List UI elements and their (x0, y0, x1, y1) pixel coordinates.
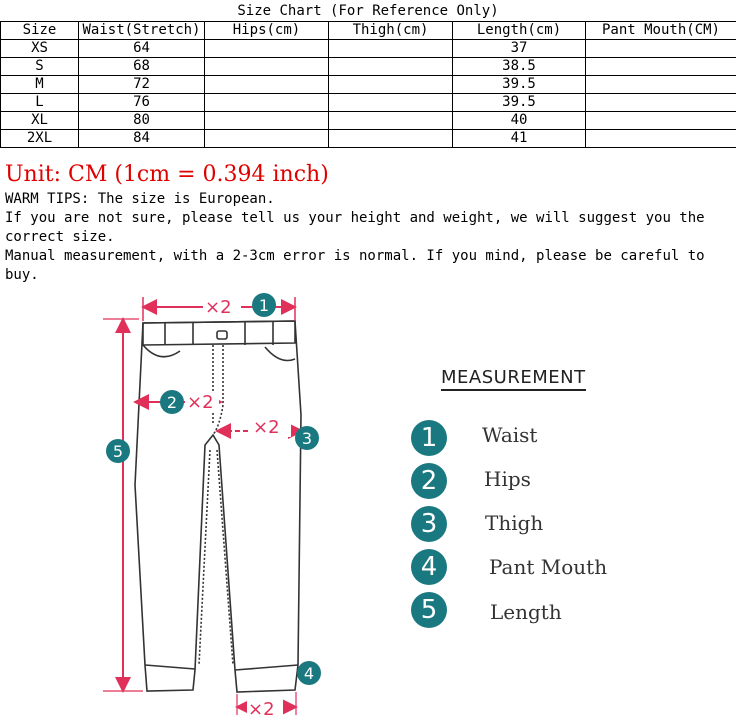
header-hips: Hips(cm) (205, 22, 329, 40)
size-table (0, 21, 736, 148)
cell-pant-mouth (586, 58, 736, 76)
cell-length: 39.5 (453, 94, 586, 112)
cell-size: L (1, 94, 79, 112)
table-row (1, 40, 736, 58)
cell-waist: 72 (79, 76, 205, 94)
badge-4-icon: 4 (303, 664, 315, 683)
cell-thigh (329, 40, 453, 58)
badge-2-icon: 2 (166, 393, 178, 412)
warm-tips-text: WARM TIPS: The size is European. (5, 191, 275, 207)
cell-waist: 80 (79, 112, 205, 130)
header-pant-mouth: Pant Mouth(CM) (586, 22, 736, 40)
cell-thigh (329, 94, 453, 112)
cell-length: 37 (453, 40, 586, 58)
unit-conversion-text: Unit: CM (1cm = 0.394 inch) (5, 162, 329, 187)
chart-title: Size Chart (For Reference Only) (237, 3, 499, 19)
cell-size: 2XL (1, 130, 79, 148)
cell-length: 39.5 (453, 76, 586, 94)
header-waist: Waist(Stretch) (79, 22, 205, 40)
cell-waist: 64 (79, 40, 205, 58)
legend-label-pant-mouth: Pant Mouth (489, 555, 608, 579)
badge-3-icon: 3 (301, 429, 313, 448)
table-row (1, 112, 736, 130)
cell-length: 38.5 (453, 58, 586, 76)
cell-size: S (1, 58, 79, 76)
cell-thigh (329, 58, 453, 76)
badge-1-icon: 1 (258, 296, 270, 315)
legend-badge-2-icon: 2 (411, 463, 447, 499)
cell-size: XL (1, 112, 79, 130)
hips-multiplier: ×2 (187, 392, 214, 413)
legend-badge-3-icon: 3 (411, 506, 447, 542)
cell-pant-mouth (586, 130, 736, 148)
cell-size: M (1, 76, 79, 94)
cell-hips (205, 40, 329, 58)
pant-mouth-multiplier: ×2 (248, 699, 275, 720)
legend-badge-5-icon: 5 (411, 592, 447, 628)
cell-hips (205, 58, 329, 76)
table-row (1, 94, 736, 112)
cell-waist: 68 (79, 58, 205, 76)
cell-pant-mouth (586, 94, 736, 112)
thigh-multiplier: ×2 (253, 417, 280, 438)
cell-thigh (329, 112, 453, 130)
cell-length: 41 (453, 130, 586, 148)
legend-badge-1-icon: 1 (411, 420, 447, 456)
waist-arrow (143, 293, 295, 321)
cell-pant-mouth (586, 76, 736, 94)
cell-thigh (329, 76, 453, 94)
measurement-error-text: Manual measurement, with a 2-3cm error is normal. If you mind, please be careful to buy. (5, 248, 705, 283)
badge-5-icon: 5 (112, 442, 124, 461)
table-row (1, 130, 736, 148)
cell-length: 40 (453, 112, 586, 130)
legend-label-thigh: Thigh (485, 511, 544, 535)
cell-hips (205, 76, 329, 94)
cell-hips (205, 94, 329, 112)
cell-waist: 84 (79, 130, 205, 148)
header-size: Size (1, 22, 79, 40)
cell-thigh (329, 130, 453, 148)
cell-pant-mouth (586, 112, 736, 130)
cell-hips (205, 130, 329, 148)
suggest-size-text: If you are not sure, please tell us your height and weight, we will suggest you the correct size. (5, 210, 705, 245)
table-row (1, 76, 736, 94)
legend-badge-4-icon: 4 (411, 549, 447, 585)
cell-size: XS (1, 40, 79, 58)
waist-multiplier: ×2 (205, 297, 232, 318)
legend-label-hips: Hips (484, 467, 531, 491)
cell-pant-mouth (586, 40, 736, 58)
cell-waist: 76 (79, 94, 205, 112)
header-thigh: Thigh(cm) (329, 22, 453, 40)
measurement-legend-title: MEASUREMENT (441, 367, 586, 391)
pants-diagram (95, 285, 335, 725)
legend-label-waist: Waist (482, 423, 538, 447)
table-header-row (1, 22, 736, 40)
header-length: Length(cm) (453, 22, 586, 40)
legend-label-length: Length (490, 600, 562, 624)
table-row (1, 58, 736, 76)
pants-outline (135, 321, 301, 692)
cell-hips (205, 112, 329, 130)
